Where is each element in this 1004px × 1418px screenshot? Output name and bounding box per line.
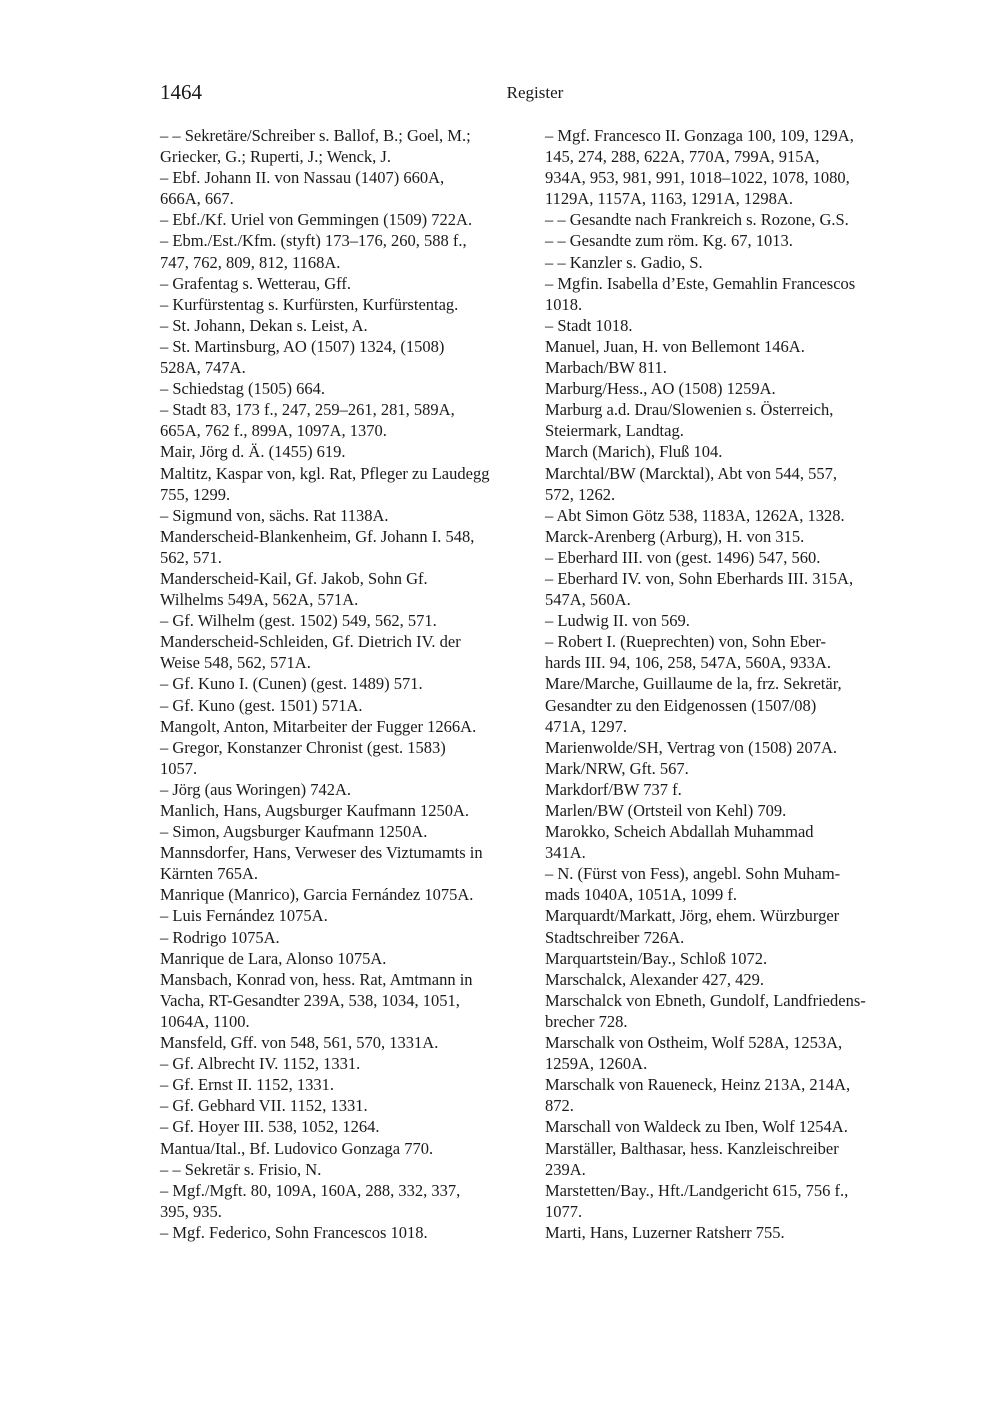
index-entry [160,1138,522,1159]
index-entry [160,336,522,378]
index-entry [160,315,522,336]
index-entry-line: Mangolt, Anton, Mitarbeiter der Fugger 1266A. [160,716,477,736]
index-entry-line: Marburg/Hess., AO (1508) 1259A. [545,379,776,399]
index-entry-line: Maltitz, Kaspar von, kgl. Rat, Pfleger zu Laudegg [160,463,490,483]
index-entry-line: Vacha, RT-Gesandter 239A, 538, 1034, 1051, [160,990,460,1010]
index-entry-line: – Grafentag s. Wetterau, Gff. [160,273,351,293]
index-entry [160,209,522,230]
index-entry [545,505,915,526]
index-entry-line: – Simon, Augsburger Kaufmann 1250A. [160,822,428,842]
index-entry [545,905,915,947]
index-entry [160,927,522,948]
index-entry-line: Marck-Arenberg (Arburg), H. von 315. [545,526,805,546]
index-entry [545,969,915,990]
index-entry-line: – – Sekretär s. Frisio, N. [160,1159,322,1179]
index-entry [545,209,915,230]
index-entry-line: – Gf. Kuno (gest. 1501) 571A. [160,695,363,715]
index-entry-line: Mansbach, Konrad von, hess. Rat, Amtmann in [160,969,473,989]
index-entry-line: – Luis Fernández 1075A. [160,906,328,926]
index-entry [160,969,522,1032]
index-entry-line: – Ebm./Est./Kfm. (styft) 173–176, 260, 588 f., [160,231,467,251]
index-entry-line: – Ebf./Kf. Uriel von Gemmingen (1509) 722A. [160,210,473,230]
index-entry-line: – Gf. Ernst II. 1152, 1331. [160,1075,334,1095]
index-entry-line: Manlich, Hans, Augsburger Kaufmann 1250A. [160,801,470,820]
index-entry-line: 747, 762, 809, 812, 1168A. [160,252,341,272]
index-entry [160,821,522,842]
index-entry [545,336,915,357]
index-entry [545,1138,915,1180]
index-entry-line: – Schiedstag (1505) 664. [160,379,325,399]
index-entry-line: 145, 274, 288, 622A, 770A, 799A, 915A, [545,147,820,167]
index-entry-line: 572, 1262. [545,484,616,504]
index-entry-line: 528A, 747A. [160,358,246,378]
page-number: 1464 [160,80,202,104]
index-entry [160,1222,522,1243]
index-entry-line: – St. Johann, Dekan s. Leist, A. [160,315,368,335]
index-entry-line: 872. [545,1096,574,1116]
index-entry-line: – – Kanzler s. Gadio, S. [545,252,703,272]
index-entry-line: – Stadt 1018. [545,315,633,335]
index-entry [160,294,522,315]
index-entry-line: – N. (Fürst von Fess), angebl. Sohn Muham- [545,864,841,884]
index-entry-line: 1077. [545,1201,583,1221]
index-entry [545,399,915,441]
index-entry [545,1032,915,1074]
index-entry [160,526,522,568]
index-entry [545,758,915,779]
index-entry-line: – – Gesandte nach Frankreich s. Rozone, G.S. [545,210,849,230]
index-entry [545,631,915,673]
index-entry-line: – Eberhard III. von (gest. 1496) 547, 560. [545,547,821,567]
index-entry [545,800,915,821]
index-entry [160,800,522,821]
index-entry [160,399,522,441]
index-entry-line: Marti, Hans, Luzerner Ratsherr 755. [545,1222,785,1242]
index-entry-line: Marschalck, Alexander 427, 429. [545,969,765,989]
index-entry [160,273,522,294]
index-entry [160,716,522,737]
index-entry-line: 666A, 667. [160,189,234,209]
index-entry [545,547,915,568]
index-entry-line: Manuel, Juan, H. von Bellemont 146A. [545,336,805,356]
index-entry-line: Stadtschreiber 726A. [545,927,685,947]
index-entry [160,948,522,969]
index-entry-line: 471A, 1297. [545,716,628,736]
index-entry [545,673,915,736]
index-entry [545,737,915,758]
index-entry-line: 1018. [545,294,583,314]
index-entry-line: – Mgf./Mgft. 80, 109A, 160A, 288, 332, 337, [160,1180,461,1200]
index-entry-line: Marschalk von Raueneck, Heinz 213A, 214A, [545,1075,851,1095]
index-entry-line: Mair, Jörg d. Ä. (1455) 619. [160,442,346,462]
index-entry [545,1116,915,1137]
index-entry-line: – Jörg (aus Woringen) 742A. [160,779,351,799]
index-entry-line: Manrique (Manrico), Garcia Fernández 1075A. [160,885,474,905]
index-entry-line: Marlen/BW (Ortsteil von Kehl) 709. [545,801,787,820]
index-entry [160,230,522,272]
index-entry-line: 665A, 762 f., 899A, 1097A, 1370. [160,421,387,441]
index-entry-line: Manderscheid-Blankenheim, Gf. Johann I. 548, [160,526,475,546]
index-entry-line: 1057. [160,758,198,778]
index-entry [545,821,915,863]
index-column-right [545,125,915,1243]
index-entry-line: mads 1040A, 1051A, 1099 f. [545,885,738,905]
index-entry-line: Marburg a.d. Drau/Slowenien s. Österreich, [545,400,834,420]
index-entry-line: – – Gesandte zum röm. Kg. 67, 1013. [545,231,793,251]
index-entry-line: Wilhelms 549A, 562A, 571A. [160,590,359,610]
index-entry [545,441,915,462]
index-entry [160,568,522,610]
index-entry-line: – Ludwig II. von 569. [545,611,690,631]
index-entry [545,1222,915,1243]
index-entry [160,1074,522,1095]
index-entry-line: – Mgf. Federico, Sohn Francescos 1018. [160,1222,428,1242]
index-entry-line: Mark/NRW, Gft. 567. [545,758,689,778]
index-entry-line: Steiermark, Landtag. [545,421,684,441]
index-entry [545,1074,915,1116]
index-entry-line: Marokko, Scheich Abdallah Muhammad [545,822,814,842]
index-entry-line: – Kurfürstentag s. Kurfürsten, Kurfürstentag. [160,294,459,314]
index-entry [160,1159,522,1180]
index-entry-line: 1064A, 1100. [160,1011,250,1031]
index-entry-line: Marbach/BW 811. [545,358,667,378]
index-entry [160,167,522,209]
index-entry [160,631,522,673]
index-entry-line: Mantua/Ital., Bf. Ludovico Gonzaga 770. [160,1138,434,1158]
index-entry-line: 547A, 560A. [545,590,631,610]
index-entry-line: – Gregor, Konstanzer Chronist (gest. 1583) [160,737,446,757]
index-entry-line: – Mgf. Francesco II. Gonzaga 100, 109, 129A, [545,126,854,145]
index-entry [545,1180,915,1222]
index-entry-line: – – Sekretäre/Schreiber s. Ballof, B.; Goel, M.; [160,126,471,145]
index-entry [160,1180,522,1222]
index-entry-line: Weise 548, 562, 571A. [160,653,311,673]
index-entry [160,884,522,905]
index-entry [545,526,915,547]
index-entry [545,273,915,315]
index-entry [160,1053,522,1074]
index-entry-line: – Mgfin. Isabella d’Este, Gemahlin Francescos [545,273,856,293]
index-entry-line: Manrique de Lara, Alonso 1075A. [160,948,387,968]
index-entry [545,463,915,505]
index-entry-line: – Gf. Hoyer III. 538, 1052, 1264. [160,1117,380,1137]
index-entry-line: 1129A, 1157A, 1163, 1291A, 1298A. [545,189,793,209]
index-entry [160,378,522,399]
index-entry [545,863,915,905]
index-entry-line: Mansfeld, Gff. von 548, 561, 570, 1331A. [160,1033,439,1053]
index-entry [160,1032,522,1053]
index-entry [545,610,915,631]
index-entry [160,1095,522,1116]
index-entry [160,610,522,631]
index-entry-line: – Gf. Wilhelm (gest. 1502) 549, 562, 571. [160,611,437,631]
index-entry-line: 562, 571. [160,547,222,567]
index-entry-line: Mannsdorfer, Hans, Verweser des Viztumamts in [160,843,483,863]
index-entry [545,568,915,610]
index-entry-line: 341A. [545,843,586,863]
index-entry-line: 395, 935. [160,1201,222,1221]
index-entry [160,1116,522,1137]
index-entry-line: Mare/Marche, Guillaume de la, frz. Sekretär, [545,674,842,694]
index-entry [160,905,522,926]
index-entry [545,230,915,251]
index-entry-line: – St. Martinsburg, AO (1507) 1324, (1508) [160,336,445,356]
index-entry [545,357,915,378]
index-entry-line: Manderscheid-Schleiden, Gf. Dietrich IV. der [160,632,461,652]
index-entry-line: – Abt Simon Götz 538, 1183A, 1262A, 1328. [545,505,845,525]
index-column-left [160,125,522,1243]
index-entry-line: Marschall von Waldeck zu Iben, Wolf 1254A. [545,1117,848,1137]
index-entry-line: – Sigmund von, sächs. Rat 1138A. [160,505,389,525]
index-entry [160,441,522,462]
index-entry [545,125,915,209]
index-entry [160,125,522,167]
index-entry-line: Marquartstein/Bay., Schloß 1072. [545,948,768,968]
index-entry-line: March (Marich), Fluß 104. [545,442,723,462]
index-entry [545,990,915,1032]
index-entry [160,695,522,716]
index-entry [545,378,915,399]
index-entry-line: – Ebf. Johann II. von Nassau (1407) 660A, [160,168,445,188]
index-entry-line: hards III. 94, 106, 258, 547A, 560A, 933A. [545,653,831,673]
index-entry-line: – Gf. Gebhard VII. 1152, 1331. [160,1096,368,1116]
index-entry-line: 934A, 953, 981, 991, 1018–1022, 1078, 1080, [545,168,850,188]
index-entry [545,315,915,336]
index-entry-line: – Gf. Kuno I. (Cunen) (gest. 1489) 571. [160,674,423,694]
index-entry-line: – Robert I. (Rueprechten) von, Sohn Eber- [545,632,827,652]
index-entry-line: 1259A, 1260A. [545,1054,648,1074]
index-entry [545,779,915,800]
index-entry [160,505,522,526]
index-entry-line: Marschalck von Ebneth, Gundolf, Landfriedens- [545,990,866,1010]
index-entry [545,948,915,969]
index-entry-line: Marienwolde/SH, Vertrag von (1508) 207A. [545,737,838,757]
index-entry [545,252,915,273]
index-entry-line: – Eberhard IV. von, Sohn Eberhards III. 315A, [545,568,854,588]
index-entry-line: – Stadt 83, 173 f., 247, 259–261, 281, 589A, [160,400,455,420]
index-entry [160,842,522,884]
index-entry-line: Marschalk von Ostheim, Wolf 528A, 1253A, [545,1033,843,1053]
index-entry-line: brecher 728. [545,1011,628,1031]
index-entry [160,779,522,800]
index-entry-line: – Rodrigo 1075A. [160,927,280,947]
index-entry-line: Markdorf/BW 737 f. [545,779,682,799]
index-entry-line: Marchtal/BW (Marcktal), Abt von 544, 557, [545,463,838,483]
index-entry-line: Gesandter zu den Eidgenossen (1507/08) [545,695,817,715]
index-entry-line: Manderscheid-Kail, Gf. Jakob, Sohn Gf. [160,568,428,588]
index-entry-line: Griecker, G.; Ruperti, J.; Wenck, J. [160,147,391,167]
index-entry-line: 755, 1299. [160,484,231,504]
index-entry-line: Marstetten/Bay., Hft./Landgericht 615, 756 f., [545,1180,849,1200]
index-entry-line: 239A. [545,1159,586,1179]
index-entry-line: Marställer, Balthasar, hess. Kanzleischreiber [545,1138,839,1158]
index-entry [160,463,522,505]
index-entry-line: – Gf. Albrecht IV. 1152, 1331. [160,1054,361,1074]
index-entry [160,737,522,779]
index-entry-line: Marquardt/Markatt, Jörg, ehem. Würzburger [545,906,840,926]
running-head: Register [506,83,564,102]
index-entry [160,673,522,694]
index-entry-line: Kärnten 765A. [160,864,259,884]
